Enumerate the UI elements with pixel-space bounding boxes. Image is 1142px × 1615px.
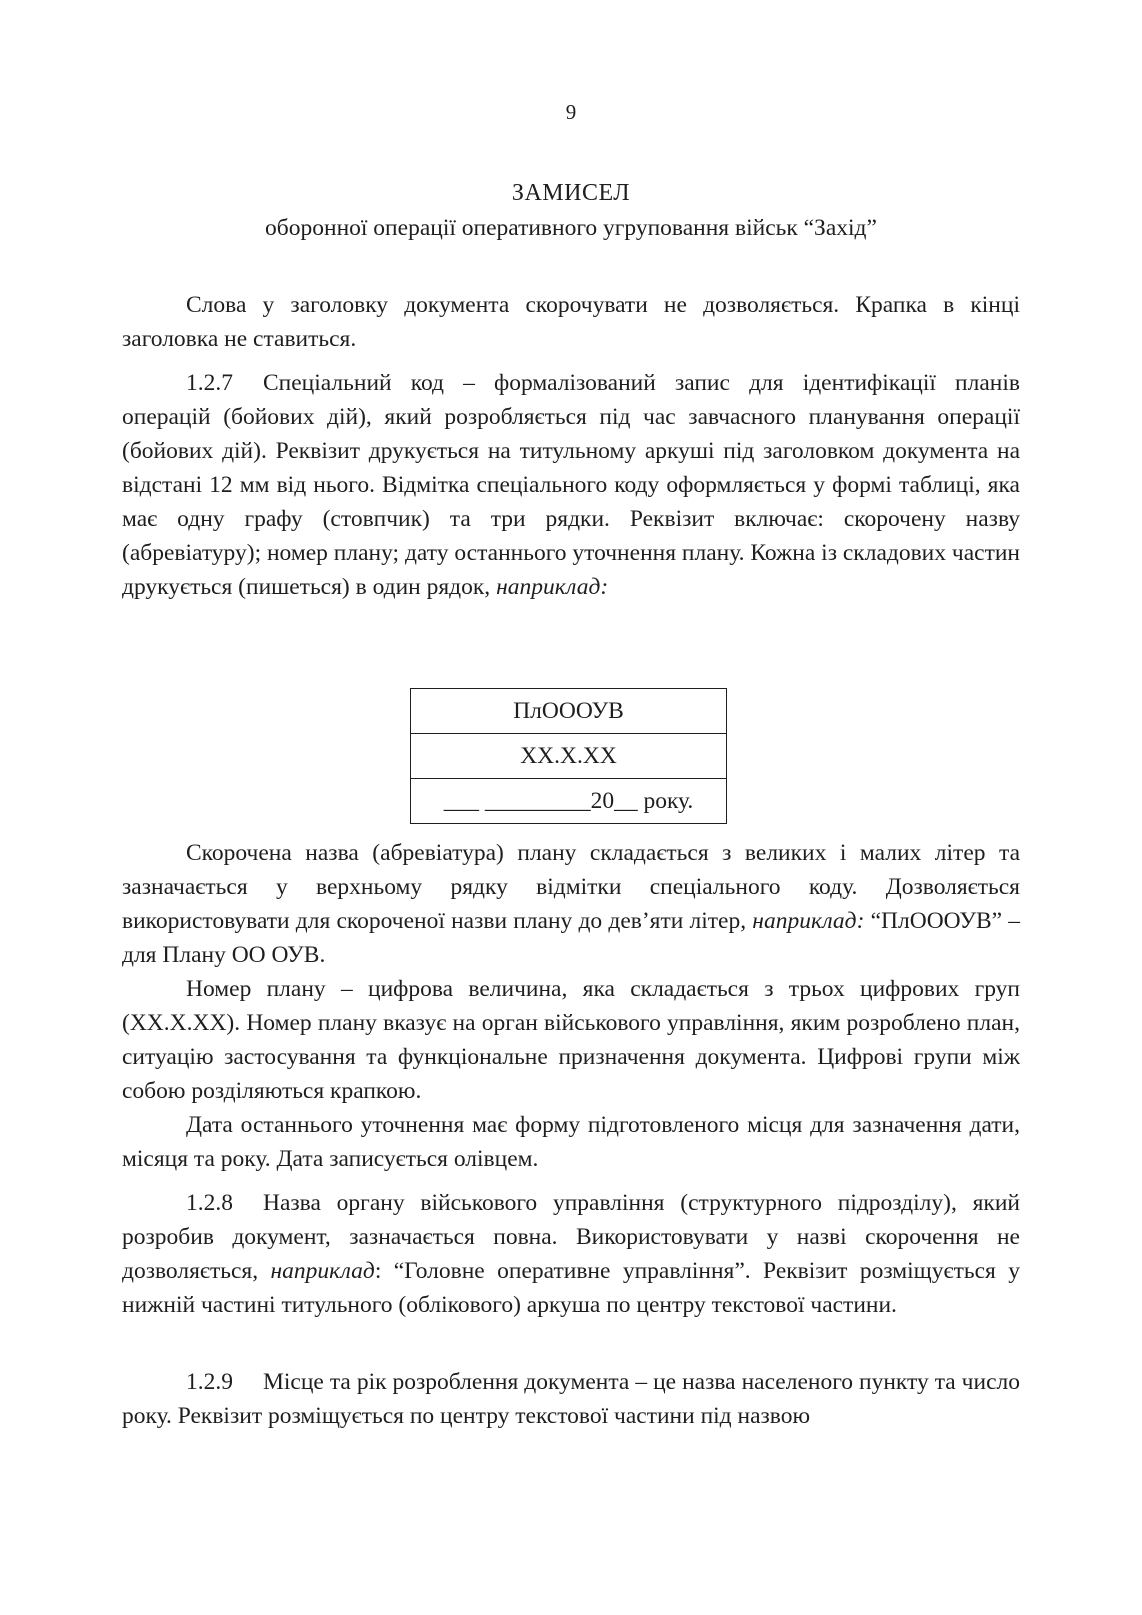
paragraph-1-2-8	[122, 1186, 1020, 1322]
clause-number: 1.2.7	[186, 370, 233, 396]
document-subtitle: оборонної операції оперативного угруповання військ “Захід”	[265, 215, 877, 241]
paragraph-1-2-9	[122, 1365, 1020, 1433]
example-label: наприклад	[270, 1258, 375, 1284]
paragraph-text: Номер плану – цифрова величина, яка складається з трьох цифрових груп (ХХ.Х.ХХ). Номер плану вказує на орган військового управління, яким розроблено план, ситуацію застосування та функціональне призначення документа. Цифрові групи між собою розділяються крапкою.	[122, 976, 1020, 1104]
code-cell-plan-number: ХХ.Х.ХХ	[411, 734, 727, 779]
code-cell-date: ___ _________20__ року.	[411, 779, 727, 824]
example-label: наприклад:	[496, 574, 609, 600]
code-cell-abbreviation: ПлОООУВ	[411, 689, 727, 734]
paragraph-last-update	[122, 1108, 1020, 1176]
paragraph-text-tail: “ПлОООУВ” – для Плану ОО ОУВ.	[122, 908, 1020, 968]
example-label: наприклад:	[752, 908, 865, 934]
paragraph-text-tail: : “Головне оперативне управління”. Реквізит розміщується у нижній частині титульного (облікового) аркуша по центру текстової частини.	[122, 1258, 1021, 1318]
paragraph-1-2-7	[122, 366, 1020, 604]
paragraph-text: Спеціальний код – формалізований запис для ідентифікації планів операцій (бойових дій), який розробляється під час завчасного планування операції (бойових дій). Реквізит друкується на титульному аркуші під заголовком документа на відстані 12 мм від нього. Відмітка спеціального коду оформляється у формі таблиці, яка має одну графу (стовпчик) та три рядки. Реквізит включає: скорочену назву (абревіатуру); номер плану; дату останнього уточнення плану. Кожна із складових частин друкується (пишеться) в один рядок,	[122, 370, 1020, 600]
clause-number: 1.2.8	[186, 1190, 233, 1216]
paragraph-plan-number	[122, 972, 1020, 1108]
paragraph-text: Дата останнього уточнення має форму підготовленого місця для зазначення дати, місяця та року. Дата записується олівцем.	[122, 1112, 1020, 1172]
document-title: ЗАМИСЕЛ	[511, 180, 631, 206]
paragraph-abbreviation	[122, 836, 1020, 972]
paragraph-text: Скорочена назва (абревіатура) плану складається з великих і малих літер та зазначається у верхньому рядку відмітки спеціального коду. Дозволяється використовувати для скороченої назви плану до дев’яти літер,	[122, 840, 1020, 934]
page-number: 9	[565, 100, 577, 124]
paragraph-text: Місце та рік розроблення документа – це назва населеного пункту та число року. Реквізит розміщується по центру текстової частини під назвою	[122, 1369, 1020, 1429]
clause-number: 1.2.9	[186, 1369, 233, 1395]
special-code-table	[410, 688, 727, 824]
paragraph-text: Слова у заголовку документа скорочувати не дозволяється. Крапка в кінці заголовка не ставиться.	[122, 292, 1020, 352]
paragraph-title-rules	[122, 288, 1020, 356]
paragraph-text: Назва органу військового управління (структурного підрозділу), який розробив документ, зазначається повна. Використовувати у назві скорочення не дозволяється,	[122, 1190, 1020, 1284]
